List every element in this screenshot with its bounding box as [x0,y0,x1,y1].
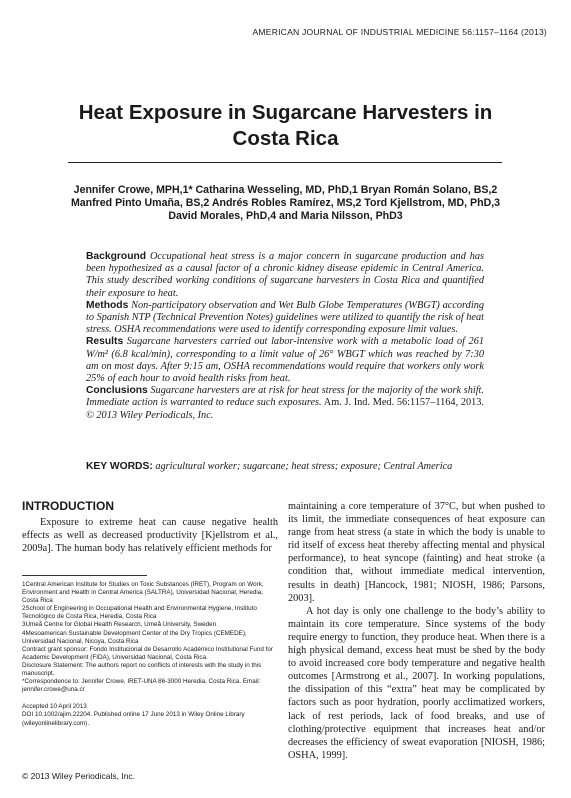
footnote-rule [22,575,147,576]
keywords-text: agricultural worker; sugarcane; heat stress; exposure; Central America [155,461,453,472]
introduction-paragraph-2: maintaining a core temperature of 37°C, but when pushed to its limit, the immediate consequences of heat exposure can range from heat stress (a state in which the body is unable to rid itself of excess heat thereby affecting mental and physical performance), to heat syncope (fainting) and heat stroke (a condition that, without immediate medical intervention, results in death) [Hancock, 1981; NIOSH, 1986; Parsons, 2003]. [288,501,545,604]
introduction-left-column [22,516,278,555]
results-text: Sugarcane harvesters carried out labor-intensive work with a metabolic load of 261 W/m² (6.8 kcal/min), corresponding to a limit value of 26° WBGT which was reached by 7:30 am on most days. After 9:15 am, OSHA recommendations would require that workers only work 25% of each hour to avoid health risks from heat. [86,336,484,385]
author-list [44,184,527,223]
footnote-affiliation-1: 1Central American Institute for Studies on Toxic Substances (IRET), Program on Work, Environment and Health in Central America (SALTRA), Universidad Nacional, Heredia, Costa Rica [22,581,264,605]
conclusions-text: Sugarcane harvesters are at risk for heat stress for the majority of the work shift. Immediate action is warranted to reduce such exposures. [86,385,484,409]
page-copyright: © 2013 Wiley Periodicals, Inc. [22,771,136,781]
title-rule [68,162,502,163]
abstract-copyright: © 2013 Wiley Periodicals, Inc. [86,409,214,421]
footnote-affiliation-2: 2School of Engineering in Occupational Health and Environmental Hygiene, Instituto Tecnológico de Costa Rica, Heredia, Costa Rica [22,605,257,621]
footnote-disclosure: Disclosure Statement: The authors report no conflicts of interests with the study in this manuscript. [22,661,262,678]
abstract-methods [86,300,484,337]
conclusions-label: Conclusions [86,385,148,397]
footnote-affiliation-3: 3Umeå Centre for Global Health Research, Umeå University, Sweden [22,621,217,629]
authors-line-1: Jennifer Crowe, MPH,1* Catharina Wesseling, MD, PhD,1 Bryan Román Solano, BS,2 [73,184,498,196]
keywords [86,461,484,472]
methods-label: Methods [86,299,129,311]
results-label: Results [86,336,124,348]
abstract-conclusions [86,385,484,422]
abstract-background [86,251,484,300]
abstract-results [86,336,484,385]
footnote-doi: DOI 10.1002/ajim.22204. Published online 17 June 2013 in Wiley Online Library (wileyonlinelibrary.com). [22,711,245,727]
footnotes [22,581,278,728]
abstract-citation: Am. J. Ind. Med. 56:1157–1164, 2013. [323,397,484,409]
abstract [86,251,484,422]
footnote-affiliation-4: 4Mesoamerican Sustainable Development Center of the Dry Tropics (CEMEDE), Universidad Nacional, Nicoya, Costa Rica [22,629,247,645]
introduction-paragraph-3: A hot day is only one challenge to the body’s ability to maintain its core temperature. Since systems of the body require energy to function, they produce heat. When there is a high physical demand, excess heat must be shed by the body to avoid increased core body temperature and negative health outcomes [Armstrong et al., 2007]. In working populations, the dissipation of this “extra” heat may be complicated by factors such as poor hydration, poorly acclimatized workers, lack of rest periods, lack of food breaks, and use of clothing/protective equipment that increases heat and/or decreases the efficiency of sweat evaporation [NIOSH, 1986; OSHA, 1999]. [288,605,545,761]
authors-line-3: David Morales, PhD,4 and Maria Nilsson, PhD3 [168,210,403,222]
journal-header: AMERICAN JOURNAL OF INDUSTRIAL MEDICINE 56:1157–1164 (2013) [252,27,547,37]
footnote-correspondence: *Correspondence to: Jennifer Crowe, IRET-UNA 86-3000 Heredia, Costa Rica. Email: jennifer.crowe@una.cr [22,678,261,694]
background-text: Occupational heat stress is a major concern in sugarcane production and has been hypothesized as a causal factor of a chronic kidney disease epidemic in Central America. This study described working conditions of sugarcane harvesters in Costa Rica and quantified their exposure to heat. [86,251,484,299]
introduction-paragraph-1: Exposure to extreme heat can cause negative health effects as well as decreased productivity [Kjellstrom et al., 2009a]. The human body has relatively efficient methods for [22,517,278,555]
methods-text: Non-participatory observation and Wet Bulb Globe Temperatures (WBGT) according to Spanish NTP (Technical Prevention Notes) guidelines were utilized to quantify the risk of heat stress. OSHA recommendations were used to identify corresponding exposure limit values. [86,299,484,336]
section-heading-introduction: INTRODUCTION [22,499,114,513]
title-line-2: Costa Rica [232,127,339,150]
footnote-accepted: Accepted 10 April 2013 [22,703,87,711]
keywords-label: KEY WORDS: [86,461,153,472]
article-title [40,100,531,152]
footnote-grant: Contract grant sponsor: Fondo Institucional de Desarrollo Académico Institutional Fund for Academic Development (FIDA), Universidad Nacional, Costa Rica. [22,645,273,661]
authors-line-2: Manfred Pinto Umaña, BS,2 Andrés Robles Ramírez, MS,2 Tord Kjellstrom, MD, PhD,3 [70,197,501,209]
background-label: Background [86,251,147,262]
introduction-right-column [288,500,545,762]
title-line-1: Heat Exposure in Sugarcane Harvesters in [78,101,493,124]
